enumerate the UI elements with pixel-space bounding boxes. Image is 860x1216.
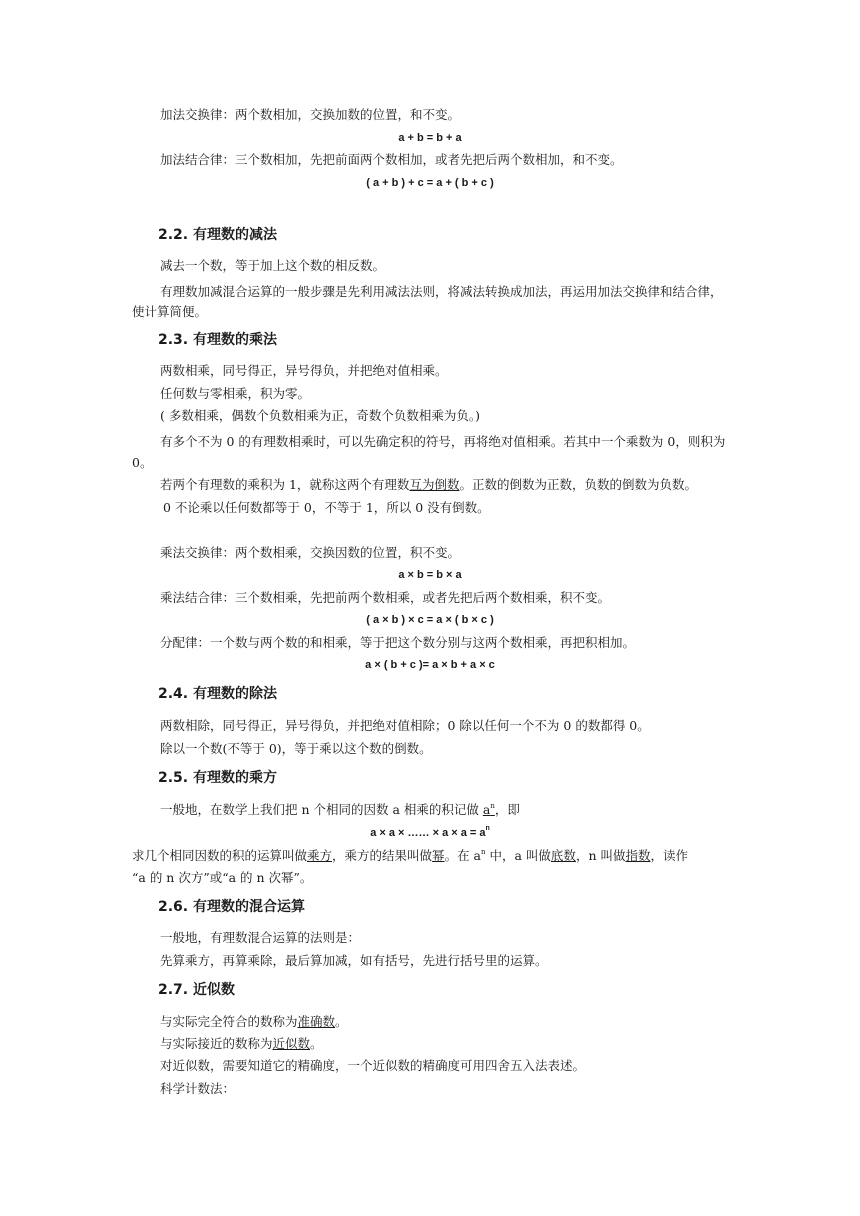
scientific-notation-label: 科学计数法：	[160, 1081, 236, 1096]
section-heading-subtraction: 2.2. 有理数的减法	[158, 227, 277, 243]
addition-commutative-formula: a + b = b + a	[398, 132, 462, 144]
power-text-a: 一般地，在数学上我们把 n 个相同的因数 a 相乘的积记做	[160, 802, 483, 817]
multiplication-associative-law: 乘法结合律：三个数相乘，先把前两个数相乘，或者先把后两个数相乘，积不变。	[160, 590, 611, 605]
power-terminology	[132, 848, 688, 864]
power-term-exponent: n	[481, 848, 486, 856]
power-notation	[483, 802, 495, 817]
approximate-precision: 对近似数，需要知道它的精确度，一个近似数的精确度可用四舍五入法表述。	[160, 1058, 586, 1073]
term-exact-number: 准确数	[297, 1014, 336, 1029]
power-term-text-f: ，读作	[650, 848, 688, 863]
power-definition	[160, 802, 520, 818]
addition-associative-law: 加法结合律：三个数相加，先把前面两个数相加，或者先把后两个数相加，和不变。	[160, 152, 623, 167]
term-power: 幂	[432, 848, 445, 863]
subtraction-rule: 减去一个数，等于加上这个数的相反数。	[160, 258, 386, 273]
power-exponent: n	[490, 802, 495, 810]
multiplication-commutative-formula: a × b = b × a	[398, 569, 462, 581]
multiplication-sign-rule: 两数相乘，同号得正，异号得负，并把绝对值相乘。	[160, 363, 448, 378]
section-heading-approximate-numbers: 2.7. 近似数	[158, 982, 235, 998]
mixed-operations-order: 先算乘方，再算乘除，最后算加减，如有括号，先进行括号里的运算。	[160, 953, 548, 968]
power-term-text-d: 中，a 叫做	[485, 848, 551, 863]
approx-text-b: 。	[310, 1036, 323, 1051]
multiplication-zero-rule: 任何数与零相乘，积为零。	[160, 386, 311, 401]
multiplication-associative-formula: ( a × b ) × c = a × ( b × c )	[366, 614, 494, 626]
power-formula-text: a × a × …… × a × a = a	[370, 827, 486, 839]
approximate-number-definition	[160, 1036, 323, 1052]
section-heading-multiplication: 2.3. 有理数的乘法	[158, 332, 277, 348]
term-exponent: 指数	[625, 848, 651, 863]
term-approximate-number: 近似数	[272, 1036, 311, 1051]
exact-text-b: 。	[335, 1014, 348, 1029]
power-term-text-b: ，乘方的结果叫做	[332, 848, 433, 863]
reciprocal-definition	[160, 477, 697, 493]
reciprocal-text-b: 。正数的倒数为正数，负数的倒数为负数。	[459, 477, 697, 492]
division-sign-rule: 两数相除，同号得正，异号得负，并把绝对值相除；0 除以任何一个不为 0 的数都得 0。	[160, 718, 650, 733]
power-text-b: ，即	[494, 802, 520, 817]
zero-no-reciprocal: 0 不论乘以任何数都等于 0，不等于 1，所以 0 没有倒数。	[163, 500, 490, 515]
multiplication-commutative-law: 乘法交换律：两个数相乘，交换因数的位置，积不变。	[160, 545, 461, 560]
division-reciprocal-rule: 除以一个数(不等于 0)，等于乘以这个数的倒数。	[160, 741, 432, 756]
distributive-law: 分配律：一个数与两个数的和相乘，等于把这个数分别与这两个数相乘，再把积相加。	[160, 635, 636, 650]
exact-number-definition	[160, 1014, 348, 1030]
power-formula-exponent: n	[485, 825, 490, 832]
approx-text-a: 与实际接近的数称为	[160, 1036, 273, 1051]
power-term-text-e: ，n 叫做	[575, 848, 626, 863]
power-term-text-c: 。在 a	[444, 848, 481, 863]
multiplication-multiple-negatives: ( 多数相乘，偶数个负数相乘为正，奇数个负数相乘为负。)	[160, 408, 480, 423]
multiplication-sign-first: 有多个不为 0 的有理数相乘时，可以先确定积的符号，再将绝对值相乘。若其中一个乘数为 0，则积为 0。	[132, 434, 726, 470]
exact-text-a: 与实际完全符合的数称为	[160, 1014, 298, 1029]
distributive-formula: a × ( b + c )= a × b + a × c	[365, 659, 495, 671]
mixed-operations-intro: 一般地，有理数混合运算的法则是：	[160, 930, 361, 945]
reciprocal-text-a: 若两个有理数的乘积为 1，就称这两个有理数	[160, 477, 410, 492]
subtraction-mixed-steps: 有理数加减混合运算的一般步骤是先利用减法法则，将减法转换成加法，再运用加法交换律和结合律，使计算简便。	[132, 284, 723, 319]
term-exponentiation: 乘方	[307, 848, 333, 863]
section-heading-division: 2.4. 有理数的除法	[158, 686, 277, 702]
power-reading: “a 的 n 次方”或“a 的 n 次幂”。	[132, 870, 313, 885]
addition-associative-formula: ( a + b ) + c = a + ( b + c )	[366, 177, 494, 189]
power-formula	[0, 826, 860, 840]
term-base: 底数	[550, 848, 576, 863]
section-heading-power: 2.5. 有理数的乘方	[158, 770, 277, 786]
power-base: a	[482, 802, 491, 817]
power-term-text-a: 求几个相同因数的积的运算叫做	[132, 848, 308, 863]
reciprocal-term: 互为倒数	[409, 477, 460, 492]
section-heading-mixed-operations: 2.6. 有理数的混合运算	[158, 899, 305, 915]
addition-commutative-law: 加法交换律：两个数相加，交换加数的位置，和不变。	[160, 107, 461, 122]
